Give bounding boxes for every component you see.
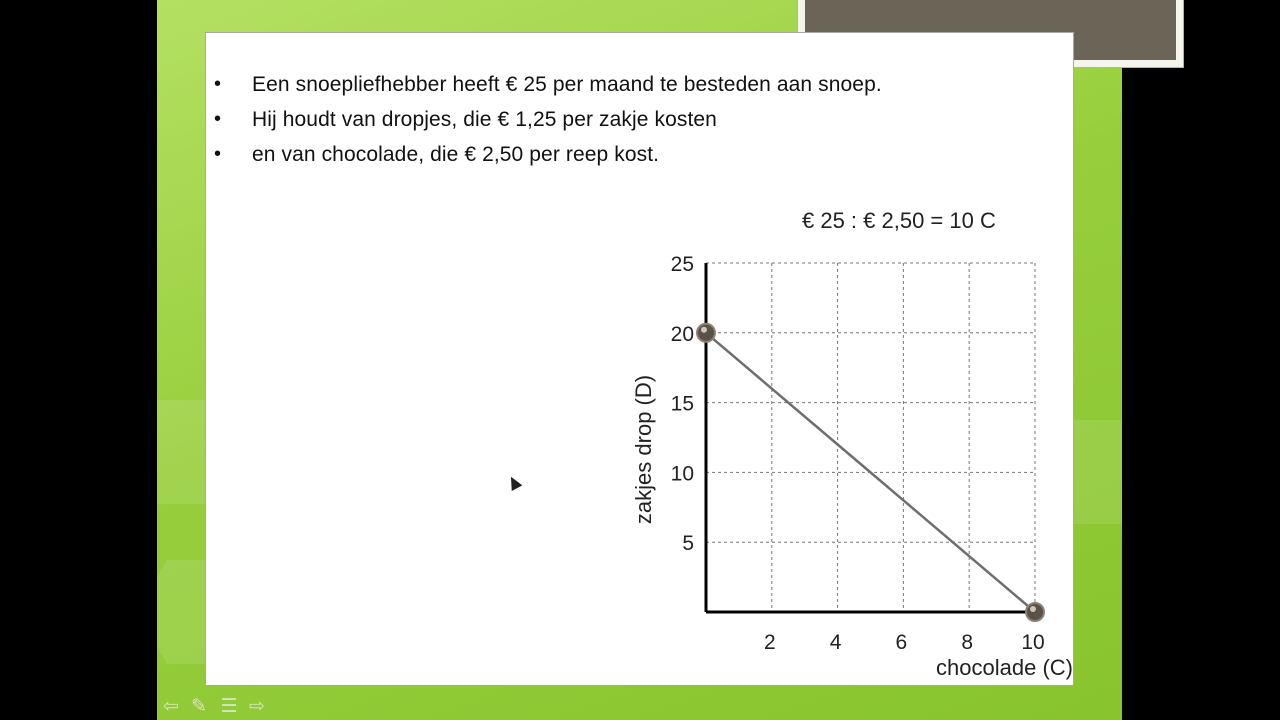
bullet-marker: • xyxy=(214,108,222,130)
x-axis-label: chocolade (C) xyxy=(936,655,1073,680)
y-tick-label: 20 xyxy=(670,322,694,346)
x-tick-label: 6 xyxy=(895,631,908,654)
bullet-marker: • xyxy=(214,73,222,95)
y-tick-label: 10 xyxy=(670,462,694,486)
calculation-chocolate: € 25 : € 2,50 = 10 C xyxy=(802,208,996,233)
x-tick-label: 8 xyxy=(961,631,974,654)
bullet-text: Een snoepliefhebber heeft € 25 per maand te besteden aan snoep. xyxy=(252,73,882,96)
bullet-text: Hij houdt van dropjes, die € 1,25 per zakje kosten xyxy=(252,108,717,131)
data-point-highlight xyxy=(701,327,707,333)
pen-icon[interactable]: ✎ xyxy=(191,696,207,717)
x-tick-label: 2 xyxy=(763,631,776,654)
x-tick-label: 10 xyxy=(1021,631,1045,654)
y-tick-label: 15 xyxy=(670,392,694,416)
data-point xyxy=(1026,603,1044,621)
y-axis-label: zakjes drop (D) xyxy=(631,374,656,525)
bullet-text: en van chocolade, die € 2,50 per reep kost. xyxy=(252,143,660,166)
x-tick-label: 4 xyxy=(829,631,842,654)
arrow-right-icon[interactable]: ⇨ xyxy=(249,696,265,717)
slideshow-toolbar xyxy=(160,696,280,720)
budget-line-chart xyxy=(206,33,1075,687)
y-tick-label: 5 xyxy=(682,532,694,556)
y-tick-label: 25 xyxy=(670,253,694,276)
bullet-marker: • xyxy=(214,143,222,165)
menu-icon[interactable]: ☰ xyxy=(220,696,238,717)
slide-content xyxy=(205,32,1074,686)
data-point-highlight xyxy=(1030,606,1036,612)
arrow-left-icon[interactable]: ⇦ xyxy=(163,696,179,717)
data-point xyxy=(697,324,715,342)
